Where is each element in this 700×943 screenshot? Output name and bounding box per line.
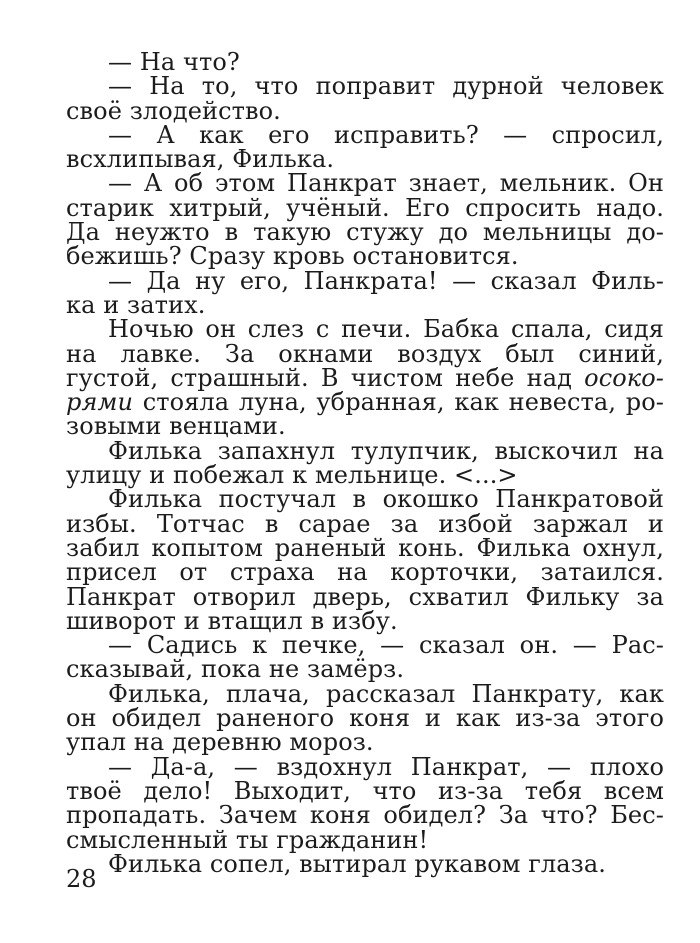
text-fragment: густой, страшный. В чистом небе над (66, 363, 585, 392)
text-line: — На то, что поправит дурной человек (108, 72, 664, 101)
text-line: бежишь? Сразу кровь остановится. (66, 242, 519, 271)
text-line: он обидел раненого коня и как из-за этого (66, 704, 664, 733)
text-line: Филька постучал в окошко Панкратовой (108, 485, 664, 514)
text-line: зовыми венцами. (66, 412, 286, 441)
text-line: избы. Тотчас в сарае за избой заржал и (66, 509, 664, 538)
text-line: пропадать. Зачем коня обидел? За что? Бес- (66, 801, 664, 830)
text-line (66, 363, 664, 392)
text-line: Да неужто в такую стужу до мельницы до- (66, 218, 664, 247)
text-line: твоё дело! Выходит, что из-за тебя всем (66, 776, 664, 805)
text-line: — А как его исправить? — спросил, (108, 120, 664, 149)
text-line: присел от страха на корточки, затаился. (66, 558, 664, 587)
text-line: — Да-а, — вздохнул Панкрат, — плохо (108, 752, 664, 781)
text-fragment: стояла луна, убранная, как невеста, ро- (133, 388, 664, 417)
text-line: старик хитрый, учёный. Его спросить надо. (66, 193, 664, 222)
italic-word: рями (66, 388, 134, 417)
text-line: — На что? (108, 48, 240, 76)
text-line: Панкрат отворил дверь, схватил Фильку за (66, 582, 664, 611)
text-line: на лавке. За окнами воздух был синий, (66, 339, 664, 368)
text-line: — Садись к печке, — сказал он. — Рас- (108, 631, 664, 660)
text-line: Филька запахнул тулупчик, выскочил на (108, 436, 664, 465)
text-line: — Да ну его, Панкрата! — сказал Филь- (108, 266, 664, 295)
text-line: улицу и побежал к мельнице. <...> (66, 461, 518, 490)
text-line: ка и затих. (66, 290, 206, 319)
text-line: упал на деревню мороз. (66, 728, 374, 757)
text-line: смысленный ты гражданин! (66, 825, 429, 854)
text-line: забил копытом раненый конь. Филька охнул, (66, 533, 664, 562)
text-line: Филька, плача, рассказал Панкрату, как (108, 679, 664, 708)
text-line: сказывай, пока не замёрз. (66, 655, 405, 684)
text-line (66, 388, 664, 417)
page-number: 28 (66, 865, 97, 893)
page-text (66, 50, 664, 876)
text-line: — А об этом Панкрат знает, мельник. Он (108, 169, 664, 198)
italic-word: осоко- (584, 363, 664, 392)
text-line: шиворот и втащил в избу. (66, 606, 398, 635)
text-line: своё злодейство. (66, 96, 281, 125)
text-line: всхлипывая, Филька. (66, 145, 335, 174)
text-line: Ночью он слез с печи. Бабка спала, сидя (108, 315, 664, 344)
text-line: Филька сопел, вытирал рукавом глаза. (108, 849, 607, 878)
